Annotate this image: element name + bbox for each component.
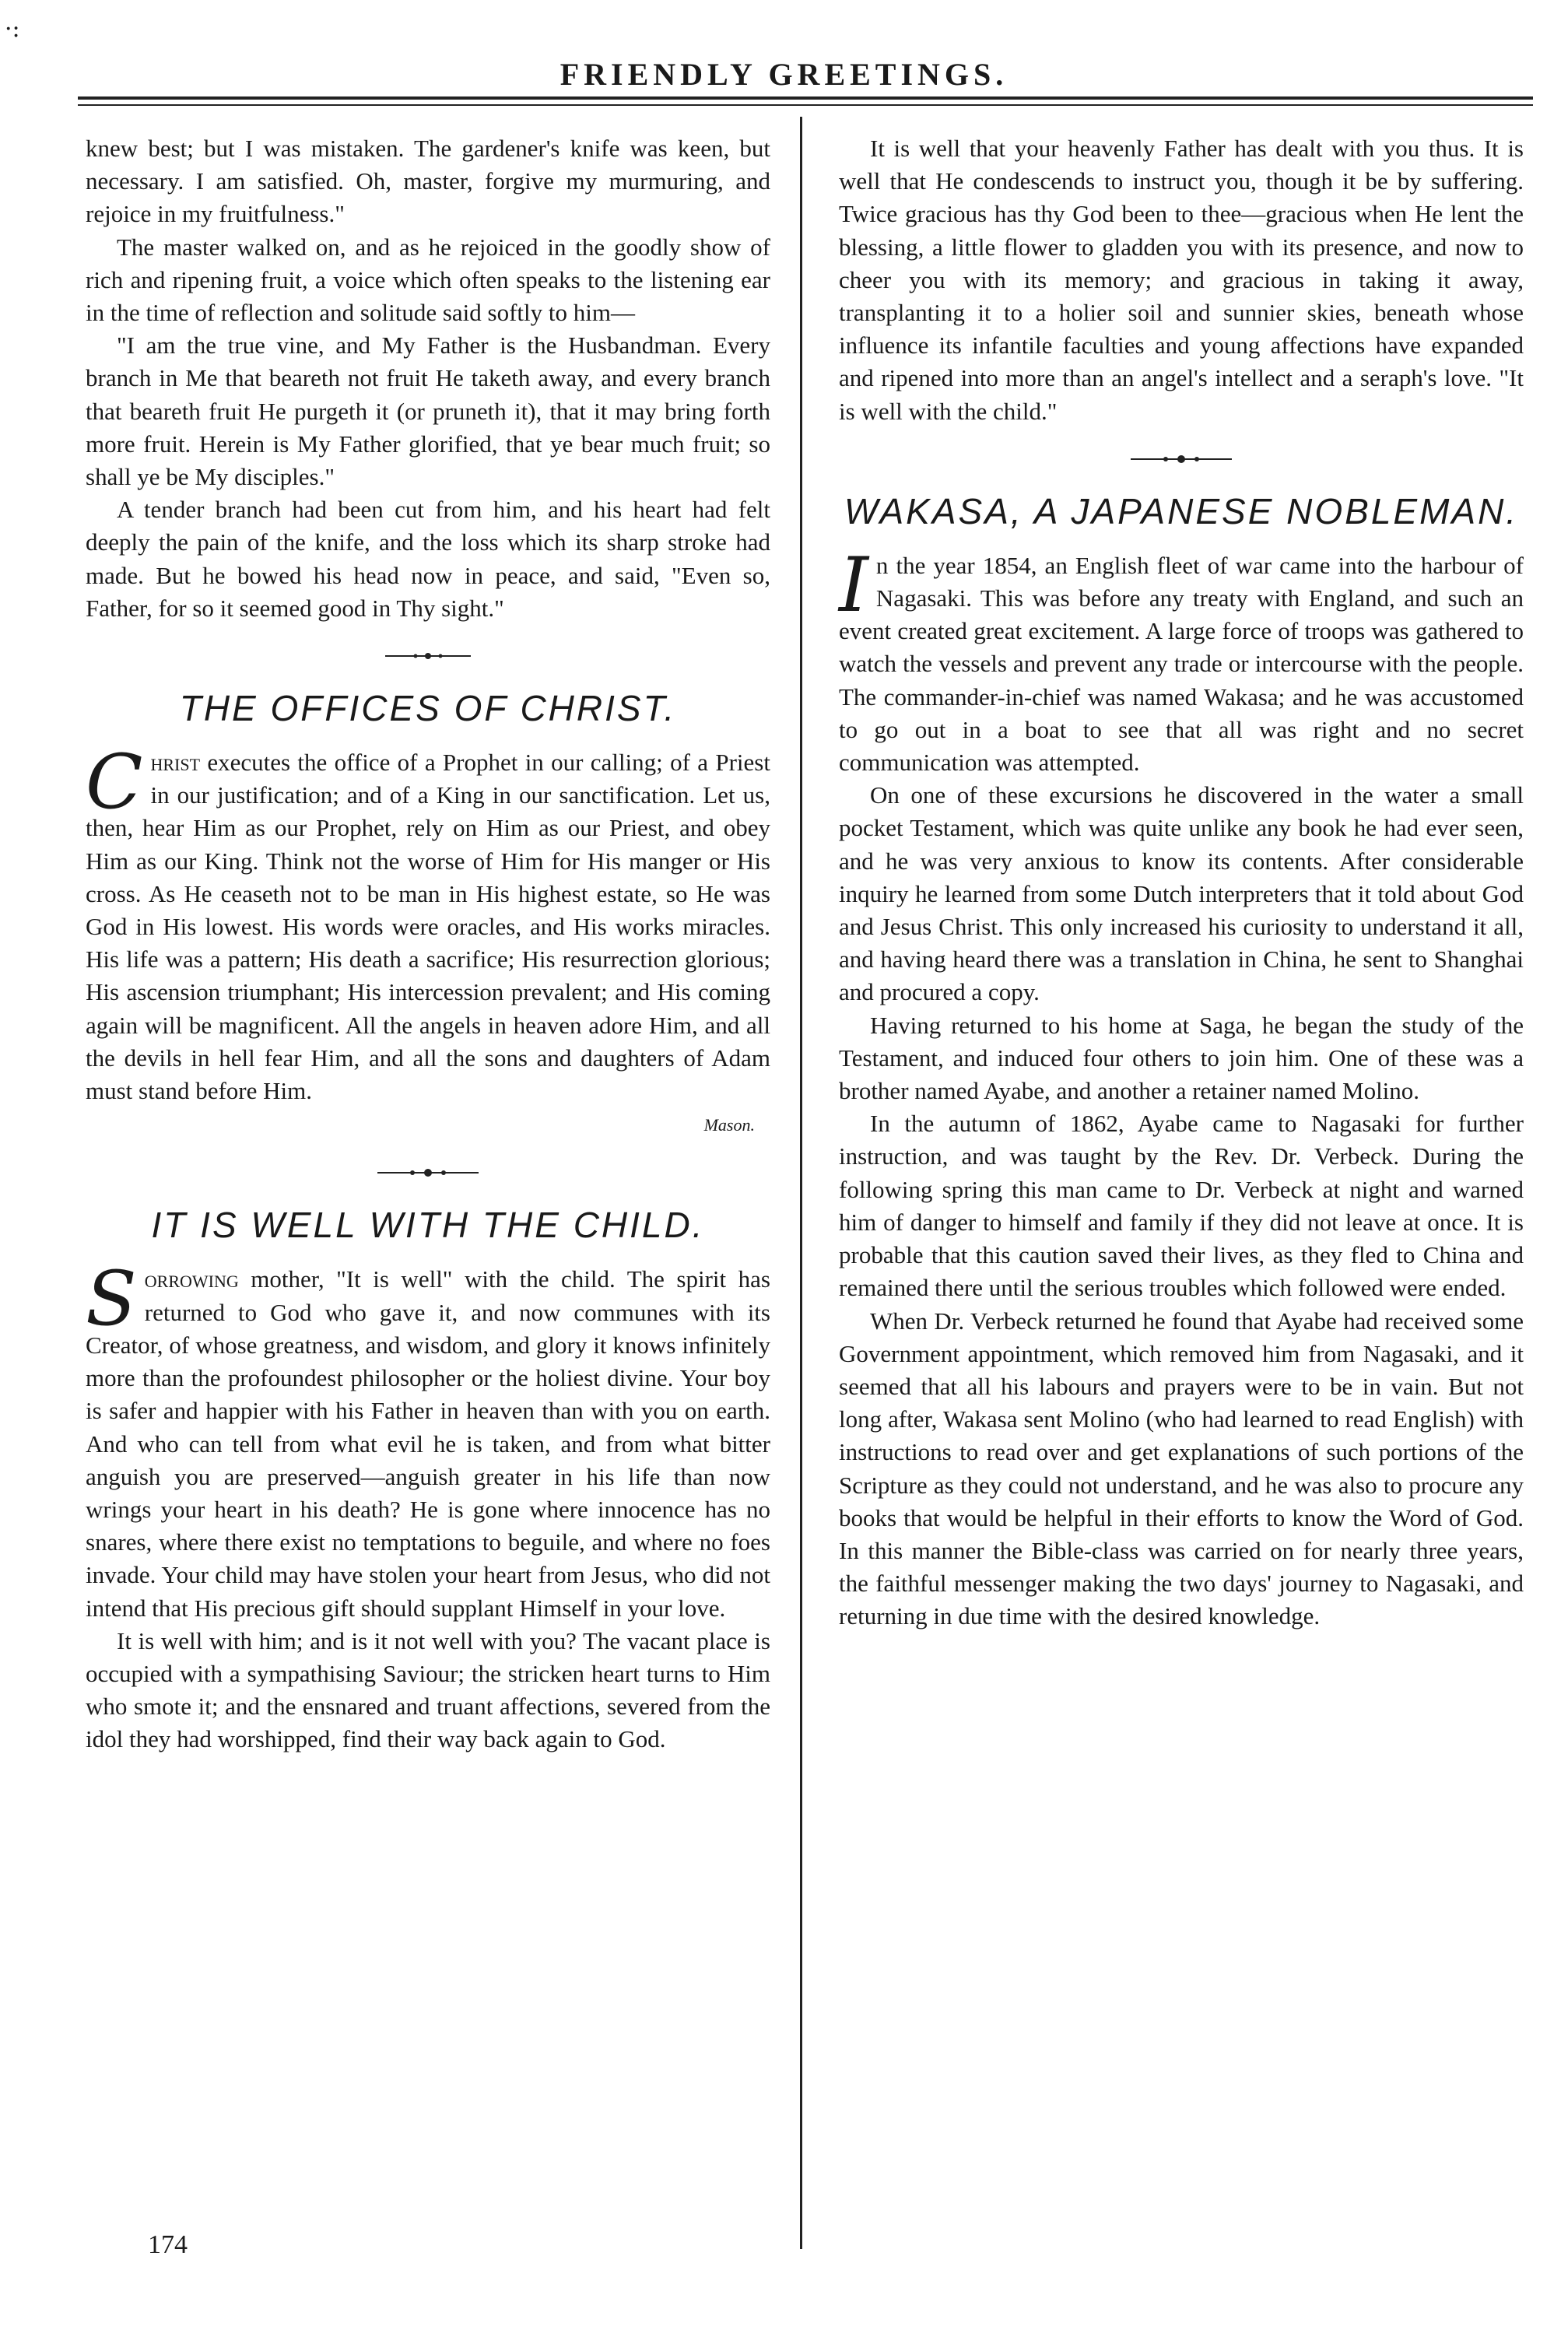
ornament-icon (381, 648, 475, 664)
ornament-icon (374, 1165, 482, 1181)
article-body (86, 1255, 770, 1624)
paragraph: It is well with him; and is it not well with you? The vacant place is occupied with a sympathising Saviour; the stricken heart turns to Him who smote it; and the ensnared and truant affections, severed from the idol they had worshipped, find their way back again to God. (86, 1626, 770, 1753)
drop-cap: C (86, 738, 143, 826)
paragraph: When Dr. Verbeck returned he found that Ayabe had received some Government appointment, which removed him from Nagasaki, and it seemed that all his labours and prayers were to be in vain. But not long after, Wakasa sent Molino (who had learned to read English) with instructions to read over and get explanations of such portions of the Scripture as they could not understand, and he was also to procure any books that would be helpful in their efforts to know the Word of God. In this manner the Bible-class was carried on for nearly three years, the faithful messenger making the two days' journey to Nagasaki, and returning in due time with the desired knowledge. (839, 1307, 1524, 1630)
article-body (839, 541, 1524, 779)
paragraph: Having returned to his home at Saga, he began the study of the Testament, and induced four others to join him. One of these was a brother named Ayabe, and another a retainer named Molino. (839, 1011, 1524, 1105)
drop-cap: I (839, 541, 868, 629)
page-number: 174 (148, 2230, 188, 2259)
margin-mark: ·: (5, 16, 20, 43)
ornament-icon (1127, 451, 1236, 467)
ornament-separator (86, 1165, 770, 1181)
lead-word: hrist (150, 749, 201, 777)
article-body (86, 738, 770, 1107)
header-rule-thick (78, 96, 1533, 100)
paragraph: On one of these excursions he discovered in the water a small pocket Testament, which was quite unlike any book he had ever seen, and he was very anxious to know its contents. After considerable inquiry he learned from some Dutch interpreters that it told about God and Jesus Christ. This only increased his curiosity to understand it all, and having heard there was a translation in China, he sent to Shanghai and procured a copy. (839, 781, 1524, 1006)
article-text: executes the office of a Prophet in our calling; of a Priest in our justification; and of a King in our sanctification. Let us, then, hear Him as our Prophet, rely on Him as our Priest, and obey Him as our King. Think not the worse of Him for His manger or His cross. As He ceaseth not to be man in His highest estate, so He was God in His lowest. His words were oracles, and His works miracles. His life was a pattern; His death a sacrifice; His resurrection glorious; His ascension triumphant; His intercession prevalent; and His coming again will be magnificent. All the angels in heaven adore Him, and all the devils in hell fear Him, and all the sons and daughters of Adam must stand before Him. (86, 749, 770, 1105)
lead-word: orrowing (144, 1265, 239, 1293)
paragraph: It is well that your heavenly Father has dealt with you thus. It is well that He condescends to instruct you, though it be by suffering. Twice gracious has thy God been to thee—gracious when He lent the blessing, a little flower to gladden you with its presence, and now to cheer you with its memory; and gracious in taking it away, transplanting it to a holier soil and sunnier skies, beneath whose influence its infantile faculties and young affections have expanded and ripened into more than an angel's intellect and a seraph's love. "It is well with the child." (839, 135, 1524, 425)
right-column (839, 132, 1524, 1633)
attribution: Mason. (703, 1115, 755, 1135)
header-rule-thin (78, 104, 1533, 106)
drop-cap: S (86, 1255, 137, 1343)
running-title: FRIENDLY GREETINGS. (559, 57, 1009, 92)
paragraph: "I am the true vine, and My Father is the Husbandman. Every branch in Me that beareth not fruit He taketh away, and every branch that beareth fruit He purgeth it (or pruneth it), that it may bring forth more fruit. Herein is My Father glorified, that ye bear much fruit; so shall ye be My disciples." (86, 332, 770, 491)
paragraph: In the autumn of 1862, Ayabe came to Nagasaki for further instruction, and was taught by the Rev. Dr. Verbeck. During the following spring this man came to Dr. Verbeck at night and warned him of danger to himself and family if they did not leave at once. It is probable that this caution saved their lives, as they fled to China and remained there until the serious troubles which followed were ended. (839, 1110, 1524, 1302)
article-title: THE OFFICES OF CHRIST. (179, 688, 677, 729)
article-text: mother, "It is well" with the child. The spirit has returned to God who gave it, and now communes with its Creator, of whose greatness, and wisdom, and glory it knows infinitely more than the profoundest philosopher or the holiest divine. Your boy is safer and happier with his Father in heaven than with you on earth. And who can tell from what evil he is taken, and from what bitter anguish you are preserved—anguish greater in his life than now wrings your heart in his death? He is gone where innocence has no snares, where there exist no temptations to beguile, and where no foes invade. Your child may have stolen your heart from Jesus, who did not intend that His precious gift should supplant Himself in your love. (86, 1265, 770, 1622)
article-text: n the year 1854, an English fleet of war came into the harbour of Nagasaki. This was before any treaty with England, and such an event created great excitement. A large force of troops was gathered to watch the vessels and prevent any trade or intercourse with the people. The commander-in-chief was named Wakasa; and he was accustomed to go out in a boat to see that all was right and no secret communication was attempted. (839, 551, 1524, 777)
left-column (86, 132, 770, 1756)
article-title: WAKASA, A JAPANESE NOBLEMAN. (844, 490, 1519, 532)
paragraph: knew best; but I was mistaken. The gardener's knife was keen, but necessary. I am satisfied. Oh, master, forgive my murmuring, and rejoice in my fruitfulness." (86, 135, 770, 228)
paragraph: A tender branch had been cut from him, and his heart had felt deeply the pain of the knife, and the loss which its sharp stroke had made. But he bowed his head now in peace, and said, "Even so, Father, for so it seemed good in Thy sight." (86, 496, 770, 622)
paragraph: The master walked on, and as he rejoiced in the goodly show of rich and ripening fruit, a voice which often speaks to the listening ear in the time of reflection and solitude said softly to him— (86, 233, 770, 327)
ornament-separator (86, 648, 770, 664)
ornament-separator (839, 451, 1524, 467)
article-title: IT IS WELL WITH THE CHILD. (151, 1205, 705, 1246)
column-divider (800, 117, 802, 2249)
